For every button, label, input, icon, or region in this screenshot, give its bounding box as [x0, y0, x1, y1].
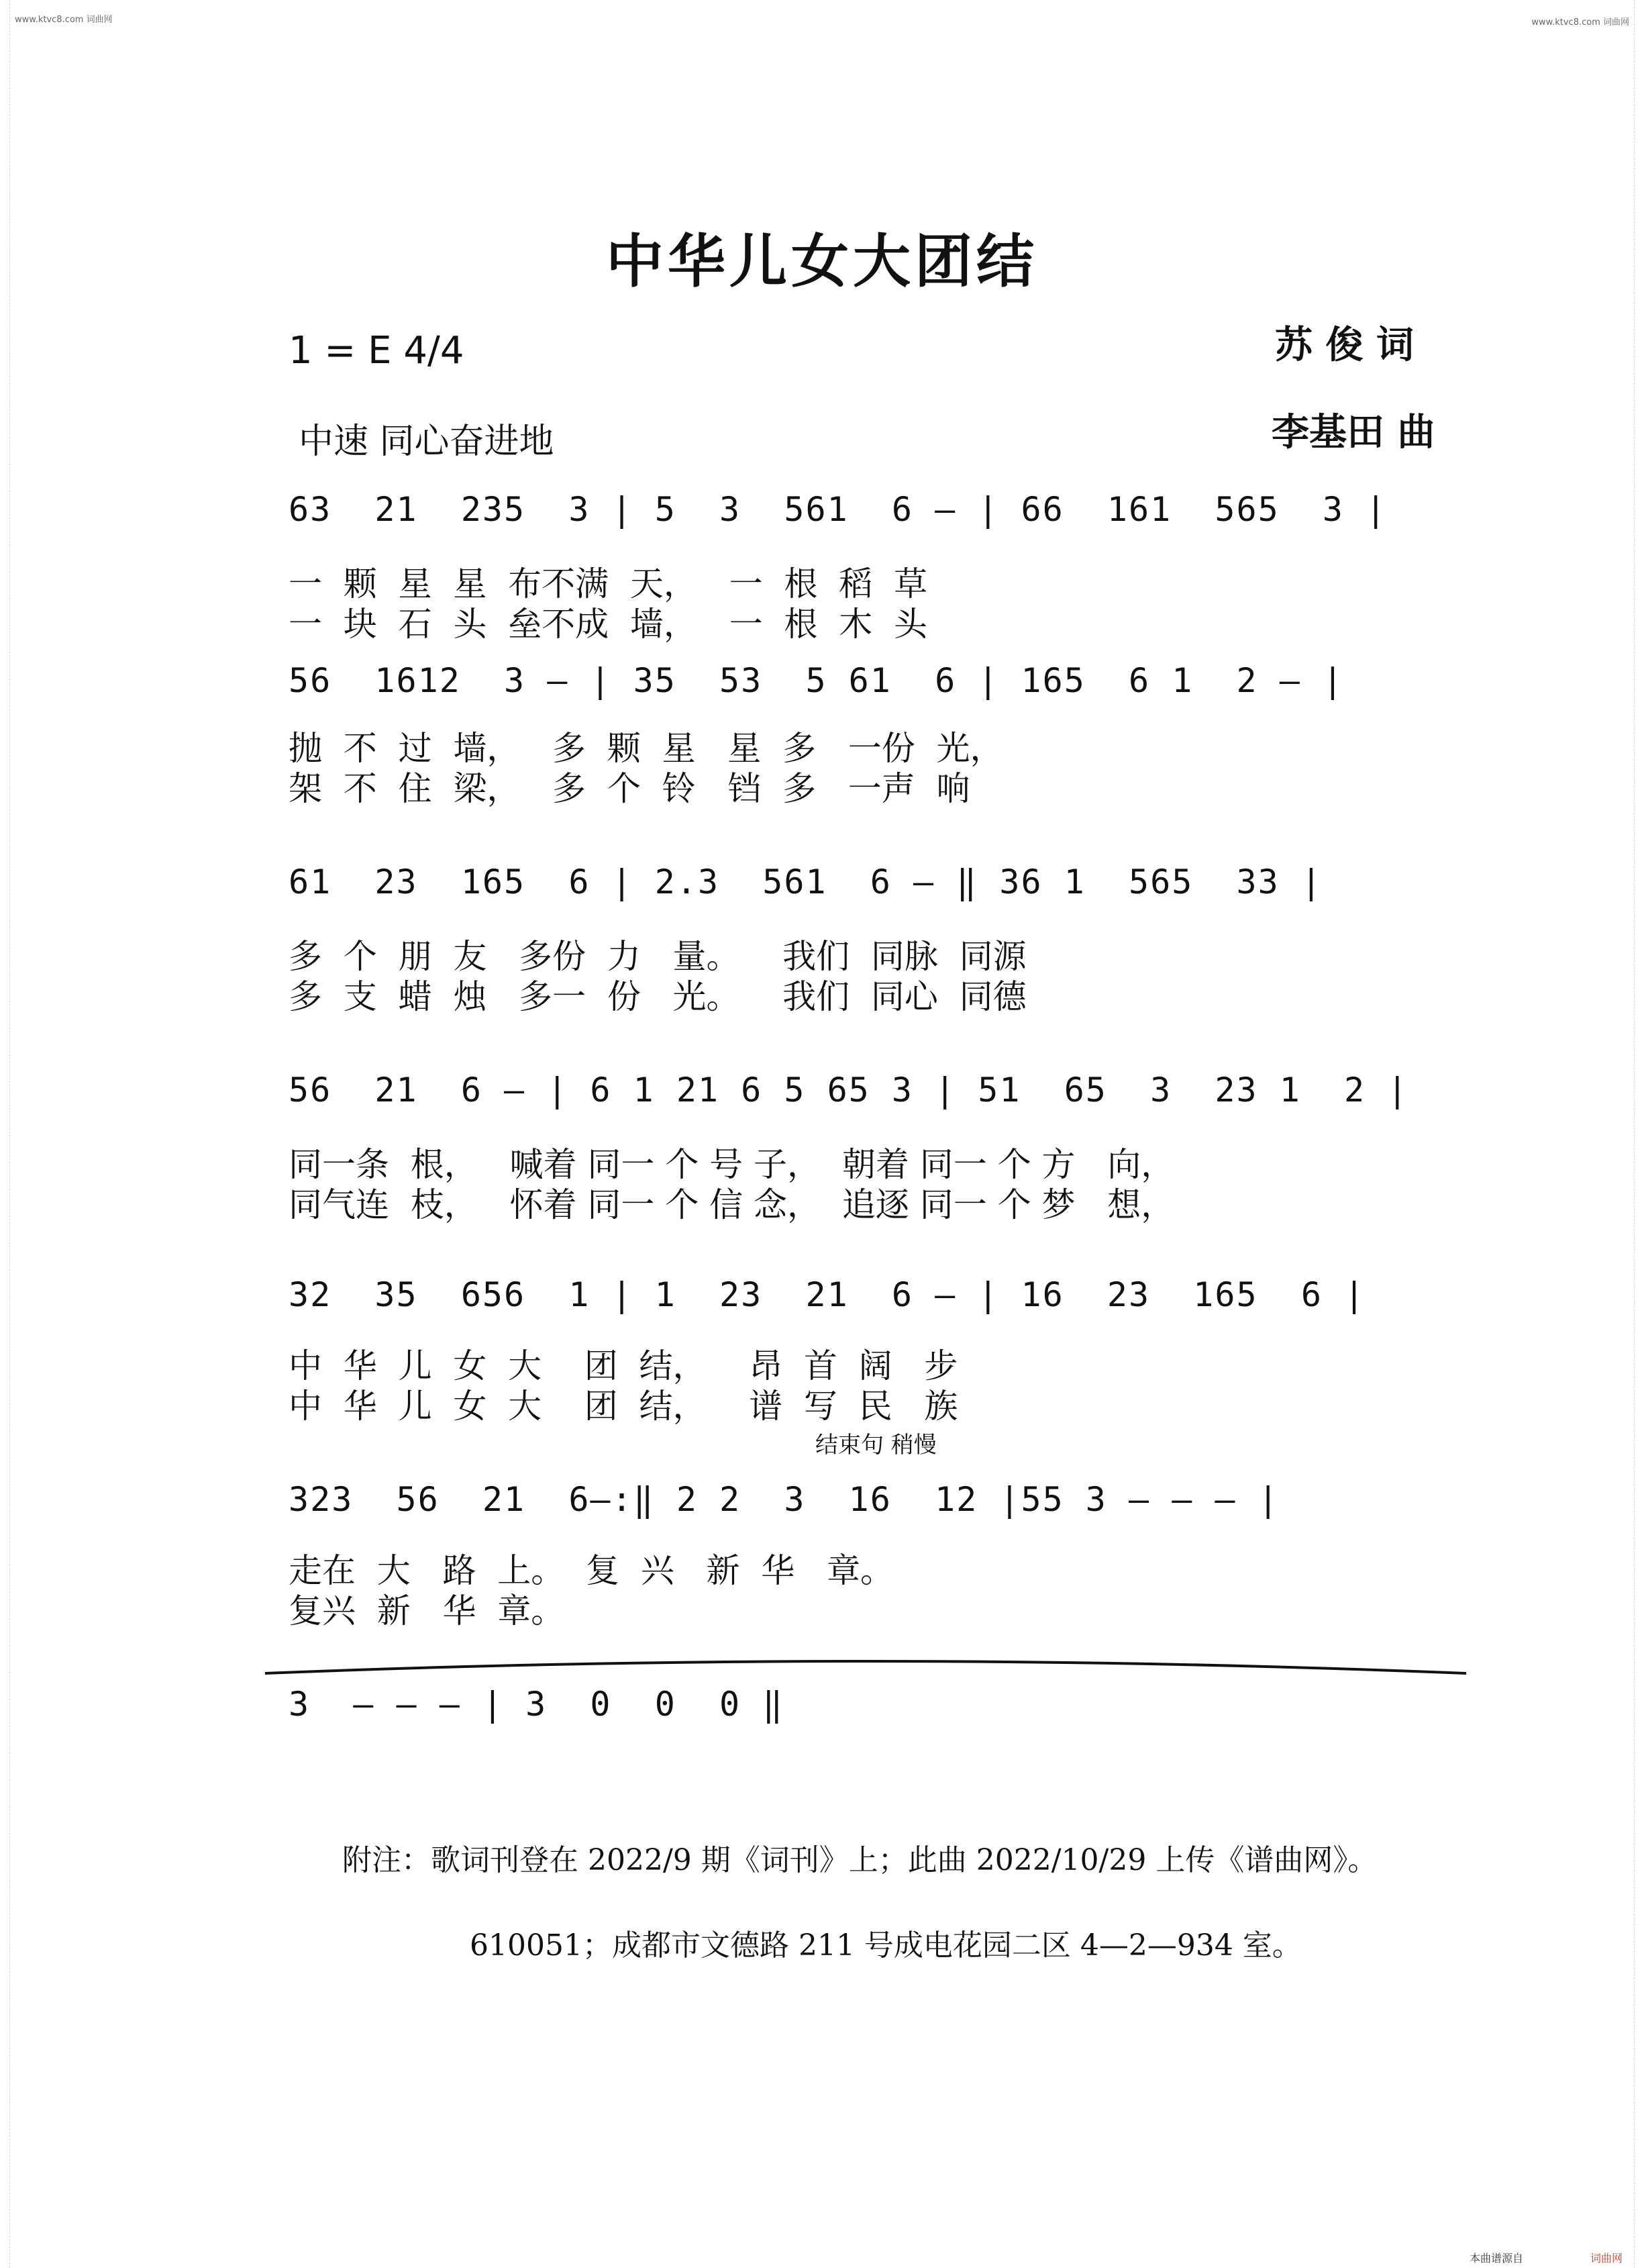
lyric-line: 一 块 石 头 垒不成 墙， 一 根 木 头: [289, 605, 927, 644]
footnote: 610051；成都市文德路 211 号成电花园二区 4—2—934 室。: [470, 1928, 1302, 1963]
song-title: 中华儿女大团结: [606, 228, 1038, 295]
lyric-line: 一 颗 星 星 布不满 天， 一 根 稻 草: [289, 564, 927, 603]
notation-line: 56 1612 3 — | 35 53 5 61 6 | 165 6 1 2 — |: [289, 661, 1345, 700]
notation-line: 56 21 6 — | 6 1 21 6 5 65 3 | 51 65 3 23 1 2 |: [289, 1071, 1409, 1110]
notation-line: 63 21 235 3 | 5 3 561 6 — | 66 161 565 3 |: [289, 490, 1388, 529]
ending-annotation: 结束句 稍慢: [815, 1432, 937, 1459]
notation-line: 323 56 21 6—:‖ 2 2 3 16 12 |55 3 — — — |: [289, 1480, 1280, 1519]
lyric-line: 多 个 朋 友 多份 力 量。 我们 同脉 同源: [289, 937, 1027, 976]
source-stamp: 本曲谱源自: [1470, 2252, 1524, 2265]
site-logo-text: 词曲网: [1590, 2252, 1623, 2265]
lyric-line: 中 华 儿 女 大 团 结， 谱 写 民 族: [289, 1387, 958, 1426]
lyric-line: 走在 大 路 上。 复 兴 新 华 章。: [289, 1551, 894, 1590]
right-margin-strip: [1634, 0, 1644, 2268]
notation-line: 32 35 656 1 | 1 23 21 6 — | 16 23 165 6 |: [289, 1275, 1366, 1314]
composer-credit: 李基田 曲: [1272, 411, 1435, 454]
watermark-top-left: www.ktvc8.com 词曲网: [15, 15, 113, 25]
lyricist-credit: 苏 俊 词: [1275, 324, 1414, 367]
tempo-marking: 中速 同心奋进地: [299, 422, 554, 462]
tie-arc: [265, 1655, 1480, 1681]
lyric-line: 中 华 儿 女 大 团 结， 昂 首 阔 步: [289, 1346, 958, 1385]
lyric-line: 架 不 住 梁， 多 个 铃 铛 多 一声 响: [289, 769, 970, 808]
lyric-line: 多 支 蜡 烛 多一 份 光。 我们 同心 同德: [289, 977, 1027, 1016]
notation-line: 3 — — — | 3 0 0 0 ‖: [289, 1685, 784, 1724]
lyric-line: 同气连 枝， 怀着 同一 个 信 念， 追逐 同一 个 梦 想，: [289, 1185, 1175, 1224]
notation-line: 61 23 165 6 | 2.3 561 6 — ‖ 36 1 565 33 |: [289, 862, 1323, 901]
lyric-line: 抛 不 过 墙， 多 颗 星 星 多 一份 光，: [289, 729, 1004, 768]
left-margin-strip: [0, 0, 10, 2268]
lyric-line: 复兴 新 华 章。: [289, 1591, 565, 1630]
watermark-top-right: www.ktvc8.com 词曲网: [1531, 17, 1629, 28]
lyric-line: 同一条 根， 喊着 同一 个 号 子， 朝着 同一 个 方 向，: [289, 1145, 1175, 1184]
footnote: 附注：歌词刊登在 2022/9 期《词刊》上；此曲 2022/10/29 上传《谱曲网》。: [342, 1843, 1378, 1877]
key-signature: 1 = E 4/4: [289, 329, 464, 373]
